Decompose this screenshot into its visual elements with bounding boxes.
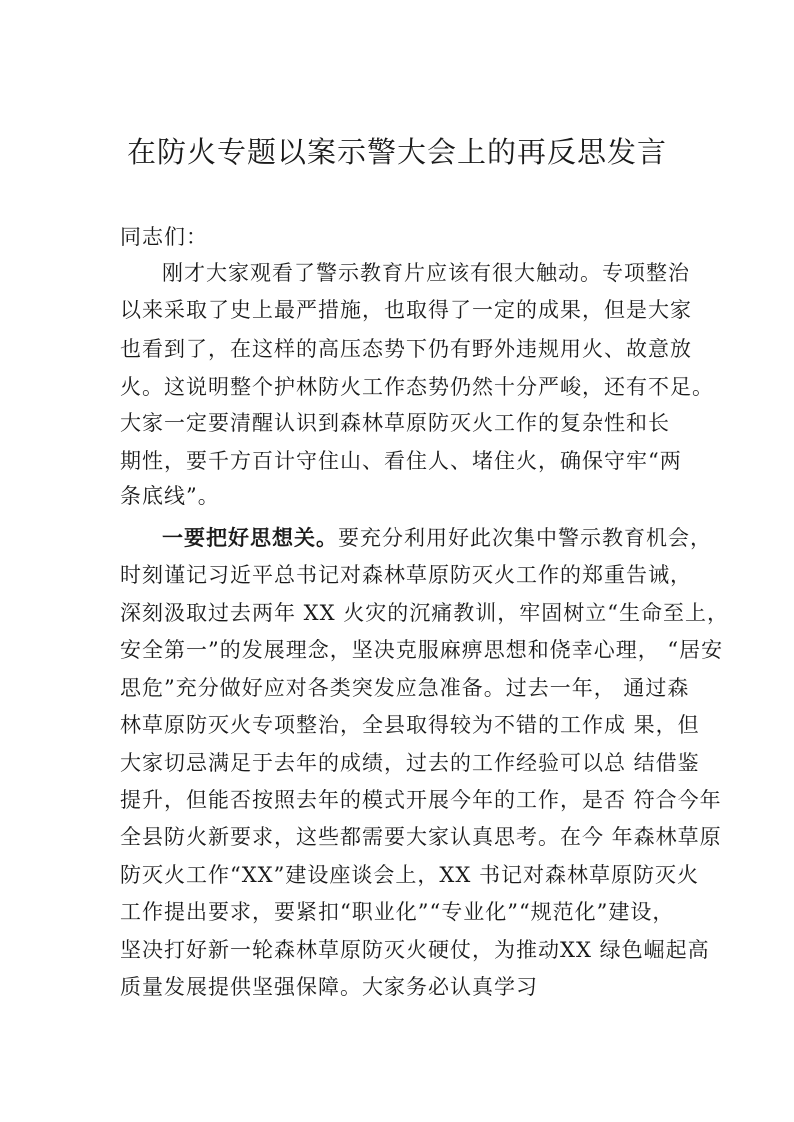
paragraph1-line-5: 大家一定要清醒认识到森林草原防灭火工作的复杂性和长 xyxy=(120,411,670,435)
paragraph2-line-6: 林草原防灭火专项整治，全县取得较为不错的工作成 果，但 xyxy=(120,713,700,737)
paragraph2-line-2: 时刻谨记习近平总书记对森林草原防灭火工作的郑重告诫， xyxy=(120,563,692,587)
paragraph2-line-10: 防灭火工作“XX”建设座谈会上，XX 书记对森林草原防灭火 xyxy=(120,863,699,887)
paragraph1-line-2: 以来采取了史上最严措施，也取得了一定的成果，但是大家 xyxy=(120,298,692,322)
paragraph2-line-12: 坚决打好新一轮森林草原防灭火硬仗，为推动XX 绿色崛起高 xyxy=(120,938,710,962)
paragraph2-heading: 一要把好思想关。 xyxy=(162,525,338,550)
salutation: 同志们： xyxy=(120,225,208,249)
paragraph2-line-11: 工作提出要求，要紧扣“职业化”“专业化”“规范化”建设， xyxy=(120,900,675,924)
paragraph2-line-5: 思危”充分做好应对各类突发应急准备。过去一年， 通过森 xyxy=(120,676,690,700)
paragraph2-line-7: 大家切忌满足于去年的成绩，过去的工作经验可以总 结借鉴 xyxy=(120,751,700,775)
paragraph1-line-3: 也看到了，在这样的高压态势下仍有野外违规用火、故意放 xyxy=(120,337,692,361)
paragraph2-line-3: 深刻汲取过去两年 XX 火灾的沉痛教训，牢固树立“生命至上， xyxy=(120,601,729,625)
paragraph1-line-7: 条底线”。 xyxy=(120,484,220,508)
paragraph1-line-6: 期性，要千方百计守住山、看住人、堵住火，确保守牢“两 xyxy=(120,449,682,473)
document-title: 在防火专题以案示警大会上的再反思发言 xyxy=(126,135,667,169)
paragraph2-line-13: 质量发展提供坚强保障。大家务必认真学习 xyxy=(120,975,538,999)
paragraph2-first-text: 要充分利用好此次集中警示教育机会， xyxy=(338,526,712,550)
paragraph2-line-4: 安全第一”的发展理念，坚决克服麻痹思想和侥幸心理， “居安 xyxy=(120,638,724,662)
paragraph2-line-8: 提升，但能否按照去年的模式开展今年的工作，是否 符合今年 xyxy=(120,788,722,812)
paragraph2-line-9: 全县防火新要求，这些都需要大家认真思考。在今 年森林草原 xyxy=(120,825,722,849)
paragraph1-line-1: 刚才大家观看了警示教育片应该有很大触动。专项整治 xyxy=(162,261,690,285)
paragraph2-line-1 xyxy=(162,523,712,553)
paragraph1-line-4: 火。这说明整个护林防火工作态势仍然十分严峻，还有不足。 xyxy=(120,375,714,399)
